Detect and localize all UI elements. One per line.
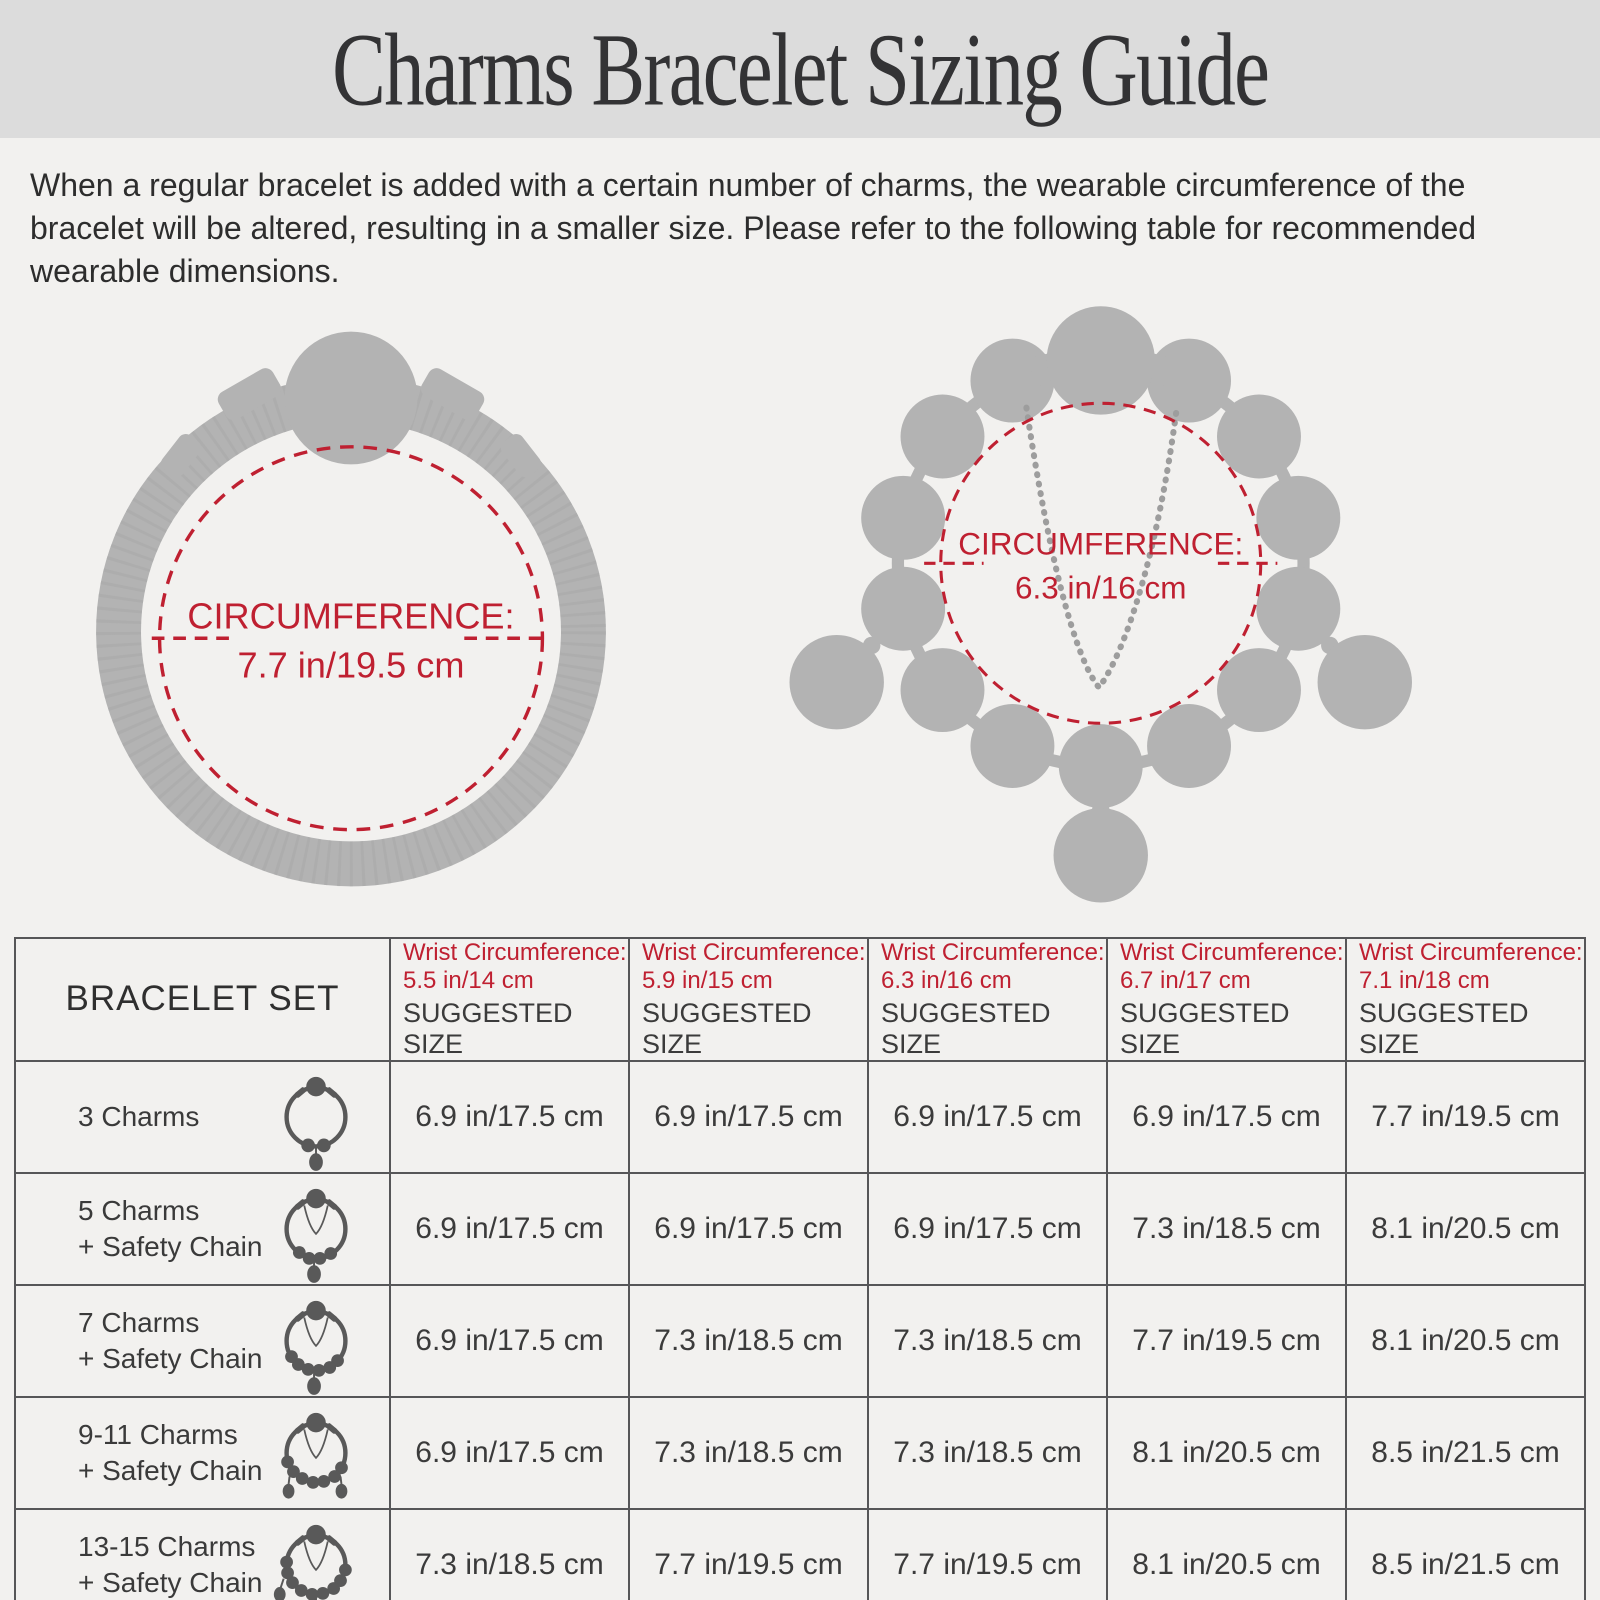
bracelet-set-cell	[15, 1061, 390, 1173]
circumference-value: 7.7 in/19.5 cm	[237, 643, 465, 685]
wrist-circumference-value: 5.5 in/14 cm	[403, 966, 534, 994]
suggested-size-label: SUGGESTED SIZE	[1120, 998, 1290, 1060]
column-header-16cm	[868, 938, 1107, 1062]
size-cell: 7.3 in/18.5 cm	[1107, 1173, 1346, 1285]
size-cell: 8.1 in/20.5 cm	[1107, 1397, 1346, 1509]
table-row-13-15-charms	[15, 1509, 1585, 1600]
plain-bracelet-illustration	[58, 314, 644, 900]
circumference-label: CIRCUMFERENCE:	[958, 526, 1244, 562]
column-header-14cm	[390, 938, 629, 1062]
bracelet-5-charms-safety-chain-icon	[267, 1174, 371, 1284]
bracelet-9-11-charms-safety-chain-icon	[267, 1398, 371, 1508]
bracelet-set-cell	[15, 1509, 390, 1600]
row-label: 9-11 Charms + Safety Chain	[78, 1418, 263, 1487]
wrist-circumference-prefix: Wrist Circumference:	[1120, 938, 1344, 966]
size-cell: 7.3 in/18.5 cm	[868, 1285, 1107, 1397]
suggested-size-label: SUGGESTED SIZE	[403, 998, 573, 1060]
wrist-circumference-prefix: Wrist Circumference:	[1359, 938, 1583, 966]
circumference-label: CIRCUMFERENCE:	[187, 595, 515, 637]
bracelet-set-cell	[15, 1397, 390, 1509]
diagrams-row	[0, 293, 1600, 921]
size-cell: 6.9 in/17.5 cm	[390, 1173, 629, 1285]
size-cell: 6.9 in/17.5 cm	[868, 1173, 1107, 1285]
suggested-size-label: SUGGESTED SIZE	[1359, 998, 1529, 1060]
table-row-3-charms	[15, 1061, 1585, 1173]
page-title: Charms Bracelet Sizing Guide	[331, 11, 1269, 127]
row-label: 3 Charms	[78, 1101, 200, 1133]
bracelet-13-15-charms-safety-chain-icon	[267, 1510, 371, 1600]
plain-bracelet-diagram	[58, 314, 658, 900]
size-cell: 6.9 in/17.5 cm	[390, 1397, 629, 1509]
size-cell: 8.5 in/21.5 cm	[1346, 1397, 1585, 1509]
row-label: 7 Charms + Safety Chain	[78, 1306, 263, 1375]
size-cell: 6.9 in/17.5 cm	[1107, 1061, 1346, 1173]
table-row-9-11-charms	[15, 1397, 1585, 1509]
size-cell: 8.1 in/20.5 cm	[1346, 1173, 1585, 1285]
wrist-circumference-prefix: Wrist Circumference:	[642, 938, 866, 966]
wrist-circumference-value: 7.1 in/18 cm	[1359, 966, 1490, 994]
title-band	[0, 0, 1600, 138]
size-cell: 7.3 in/18.5 cm	[629, 1397, 868, 1509]
size-cell: 8.1 in/20.5 cm	[1346, 1285, 1585, 1397]
wrist-circumference-prefix: Wrist Circumference:	[881, 938, 1105, 966]
size-cell: 7.7 in/19.5 cm	[1346, 1061, 1585, 1173]
intro-paragraph: When a regular bracelet is added with a certain number of charms, the wearable circumference of the bracelet will be altered, resulting in a smaller size. Please refer to the following table for recommended wearable dimensions.	[30, 167, 1477, 289]
table-row-7-charms	[15, 1285, 1585, 1397]
size-cell: 6.9 in/17.5 cm	[868, 1061, 1107, 1173]
column-header-15cm	[629, 938, 868, 1062]
sizing-table	[14, 937, 1586, 1600]
wrist-circumference-value: 6.7 in/17 cm	[1120, 966, 1251, 994]
size-cell: 7.3 in/18.5 cm	[629, 1285, 868, 1397]
size-cell: 7.7 in/19.5 cm	[868, 1509, 1107, 1600]
row-label: 13-15 Charms + Safety Chain	[78, 1530, 263, 1599]
bracelet-set-cell	[15, 1173, 390, 1285]
size-cell: 7.7 in/19.5 cm	[629, 1509, 868, 1600]
charm-bracelet-diagram	[786, 301, 1486, 913]
table-row-5-charms	[15, 1173, 1585, 1285]
size-cell: 6.9 in/17.5 cm	[629, 1061, 868, 1173]
suggested-size-label: SUGGESTED SIZE	[642, 998, 812, 1060]
suggested-size-label: SUGGESTED SIZE	[881, 998, 1051, 1060]
charm-bracelet-illustration	[786, 301, 1415, 913]
bracelet-set-cell	[15, 1285, 390, 1397]
wrist-circumference-prefix: Wrist Circumference:	[403, 938, 627, 966]
size-cell: 8.1 in/20.5 cm	[1107, 1509, 1346, 1600]
size-cell: 7.3 in/18.5 cm	[868, 1397, 1107, 1509]
column-header-17cm	[1107, 938, 1346, 1062]
column-header-18cm	[1346, 938, 1585, 1062]
size-cell: 6.9 in/17.5 cm	[390, 1285, 629, 1397]
size-cell: 7.7 in/19.5 cm	[1107, 1285, 1346, 1397]
table-header-row	[15, 938, 1585, 1062]
bracelet-set-header: BRACELET SET	[15, 938, 390, 1062]
size-cell: 6.9 in/17.5 cm	[629, 1173, 868, 1285]
bracelet-3-charms-icon	[267, 1062, 371, 1172]
circumference-value: 6.3 in/16 cm	[1015, 569, 1187, 605]
row-label: 5 Charms + Safety Chain	[78, 1194, 263, 1263]
size-cell: 7.3 in/18.5 cm	[390, 1509, 629, 1600]
size-cell: 6.9 in/17.5 cm	[390, 1061, 629, 1173]
bracelet-7-charms-safety-chain-icon	[267, 1286, 371, 1396]
wrist-circumference-value: 6.3 in/16 cm	[881, 966, 1012, 994]
size-cell: 8.5 in/21.5 cm	[1346, 1509, 1585, 1600]
circumference-dashed-circle	[941, 403, 1261, 723]
wrist-circumference-value: 5.9 in/15 cm	[642, 966, 773, 994]
